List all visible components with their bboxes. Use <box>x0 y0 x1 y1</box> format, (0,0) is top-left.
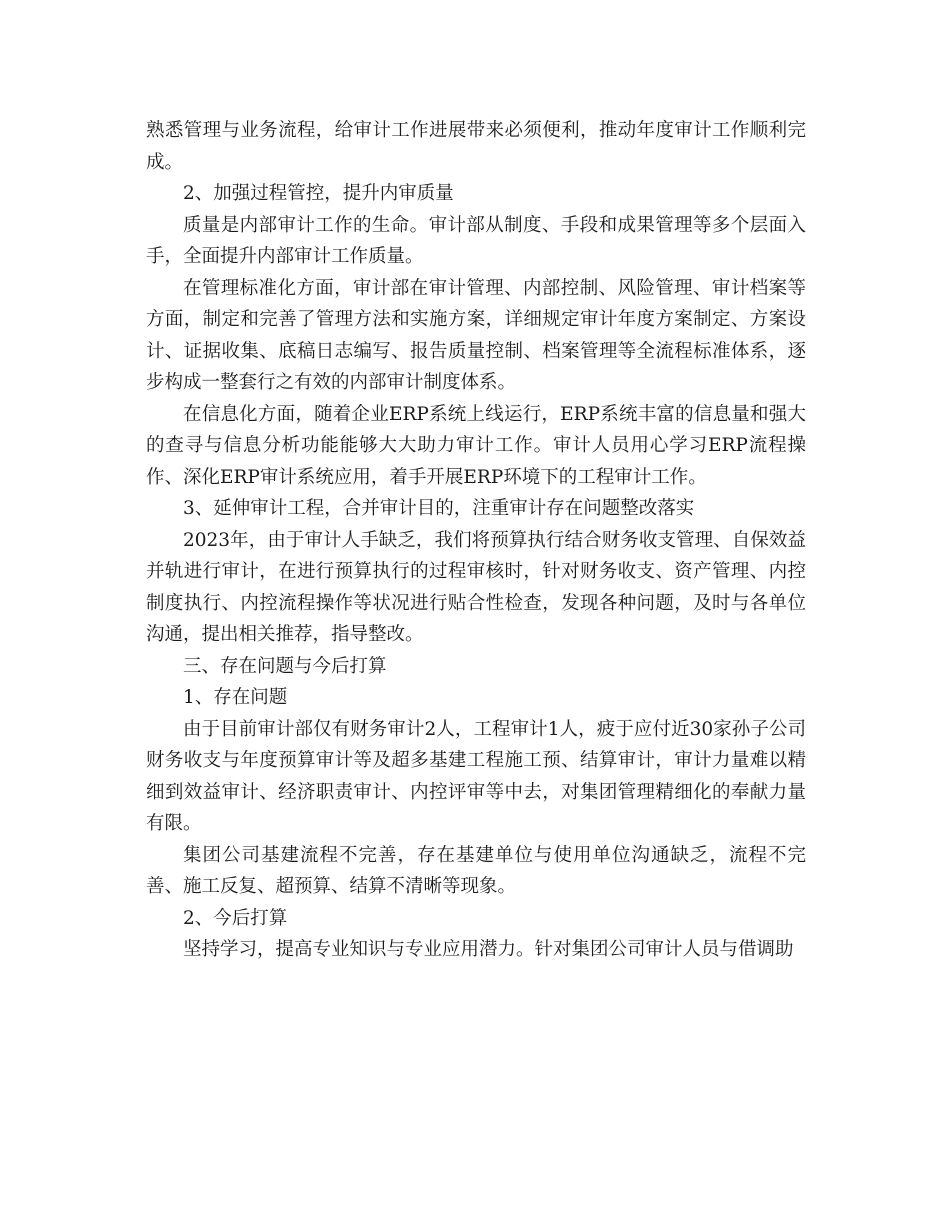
paragraph-continuation: 熟悉管理与业务流程，给审计工作进展带来必须便利，推动年度审计工作顺利完成。 <box>146 120 806 173</box>
document-body <box>146 115 806 966</box>
subheading-future-plans: 2、今后打算 <box>183 907 288 929</box>
paragraph-standardization: 在管理标准化方面，审计部在审计管理、内部控制、风险管理、审计档案等方面，制定和完善了管理方法和实施方案，详细规定审计年度方案制定、方案设计、证据收集、底稿日志编写、报告质量控制、档案管理等全流程标准体系，逐步构成一整套行之有效的内部审计制度体系。 <box>146 277 806 393</box>
paragraph-construction-process: 集团公司基建流程不完善，存在基建单位与使用单位沟通缺乏，流程不完善、施工反复、超预算、结算不清晰等现象。 <box>146 844 806 897</box>
subheading-process-control: 2、加强过程管控，提升内审质量 <box>183 183 454 204</box>
paragraph-staffing: 由于目前审计部仅有财务审计2人，工程审计1人，疲于应付近30家孙子公司财务收支与年度预算审计等及超多基建工程施工预、结算审计，审计力量难以精细到效益审计、经济职责审计、内控评审等中去，对集团管理精细化的奉献力量有限。 <box>146 718 806 834</box>
paragraph-2023-audit: 2023年，由于审计人手缺乏，我们将预算执行结合财务收支管理、自保效益并轨进行审计，在进行预算执行的过程审核时，针对财务收支、资产管理、内控制度执行、内控流程操作等状况进行贴合性检查，发现各种问题，及时与各单位沟通，提出相关推荐，指导整改。 <box>146 529 806 645</box>
subheading-existing-problems: 1、存在问题 <box>183 687 288 708</box>
paragraph-keep-learning: 坚持学习，提高专业知识与专业应用潜力。针对集团公司审计人员与借调助 <box>183 939 794 960</box>
paragraph-informatization: 在信息化方面，随着企业ERP系统上线运行，ERP系统丰富的信息量和强大的查寻与信息分析功能能够大大助力审计工作。审计人员用心学习ERP流程操作、深化ERP审计系统应用，着手开展ERP环境下的工程审计工作。 <box>146 403 806 488</box>
paragraph-quality: 质量是内部审计工作的生命。审计部从制度、手段和成果管理等多个层面入手，全面提升内部审计工作质量。 <box>146 214 806 267</box>
section-heading-problems-plans: 三、存在问题与今后打算 <box>183 655 387 677</box>
subheading-extend-audit: 3、延伸审计工程，合并审计目的，注重审计存在问题整改落实 <box>183 498 695 519</box>
